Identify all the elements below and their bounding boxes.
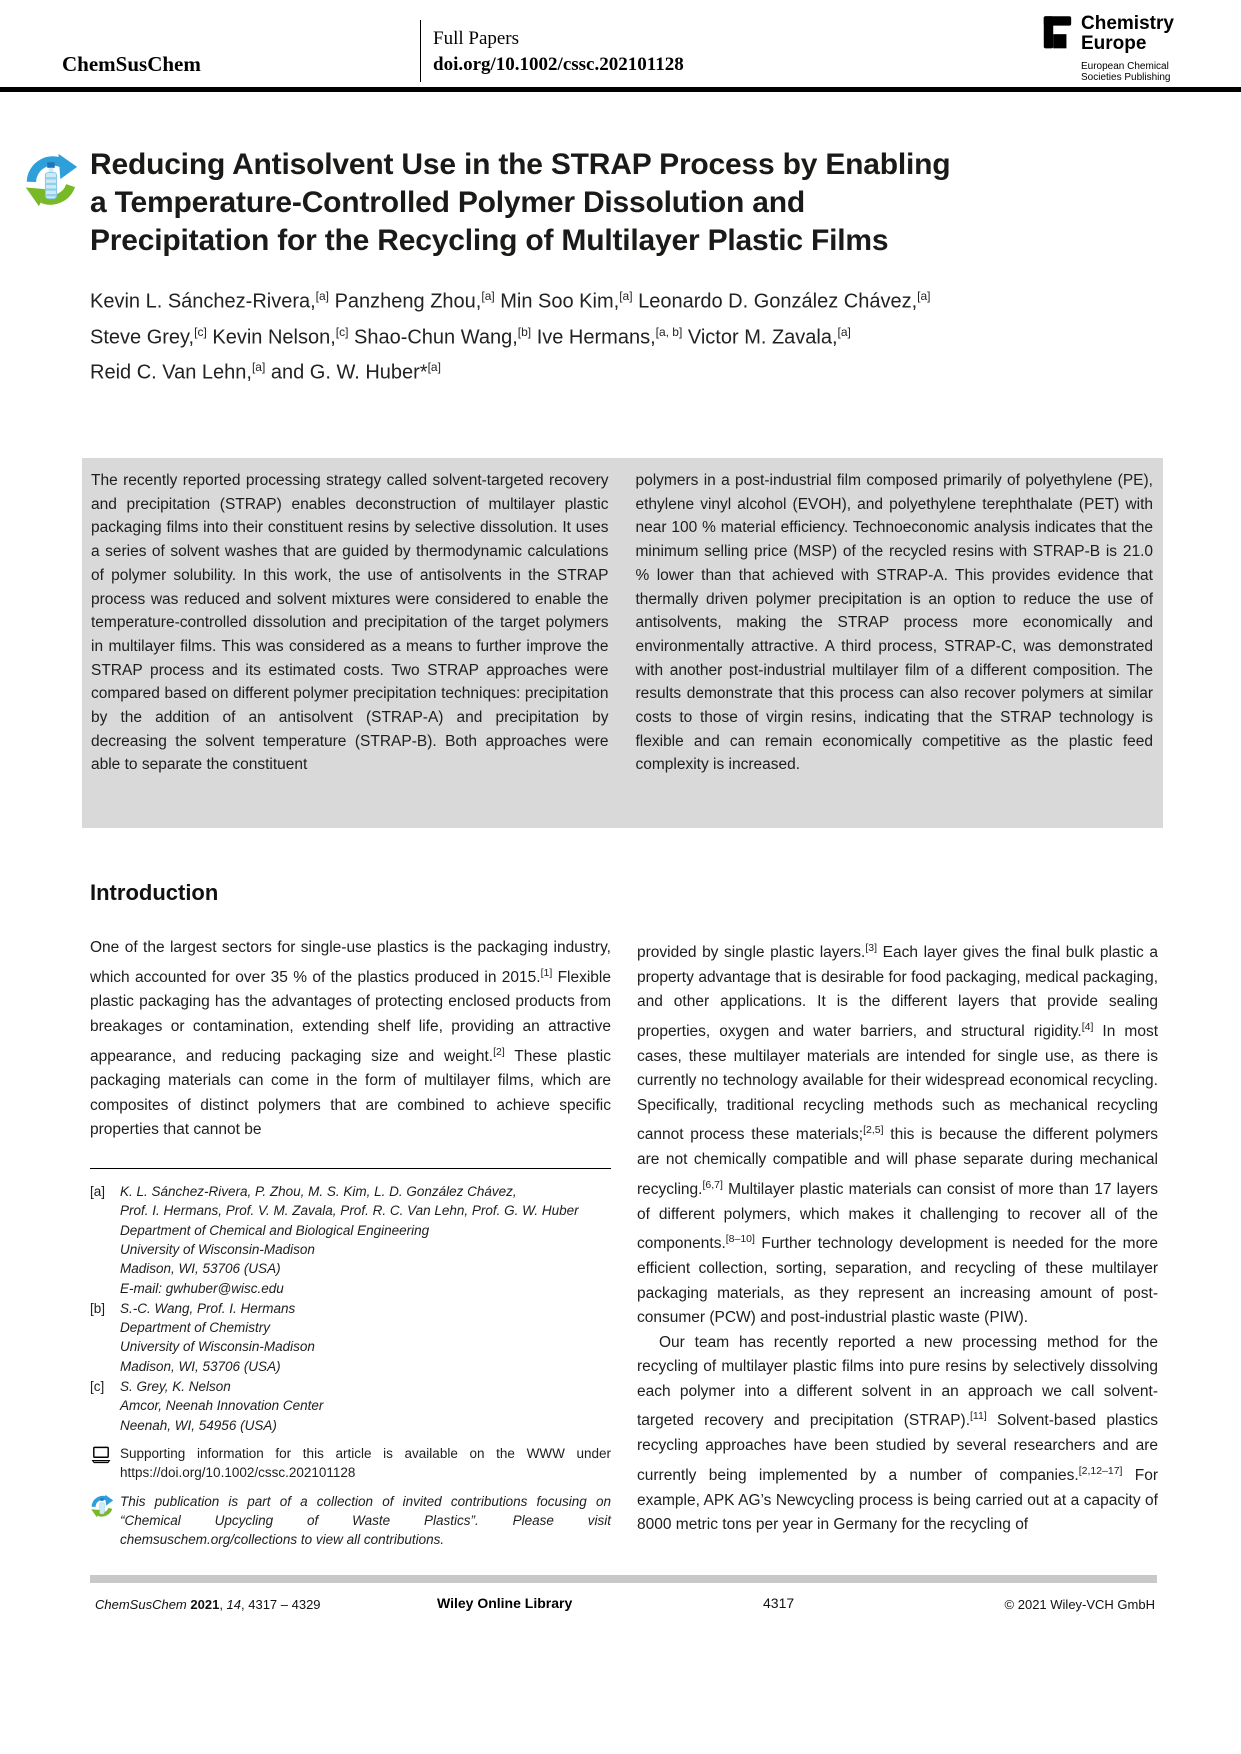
author-list: Kevin L. Sánchez-Rivera,[a] Panzheng Zhou,[a] Min Soo Kim,[a] Leonardo D. González Chávez,[a] Steve Grey,[c] Kevin Nelson,[c] Shao-Chun Wang,[b] Ive Hermans,[a, b] Victor M. Zavala,[a] Reid C. Van Lehn,[a] and G. W. Huber*[a] bbox=[90, 289, 931, 384]
publisher-name: Chemistry Europe bbox=[1081, 13, 1174, 54]
collection-note bbox=[90, 1492, 611, 1550]
abstract bbox=[82, 458, 1163, 828]
footnote-label: [a] bbox=[90, 1184, 106, 1200]
footnote-body: K. L. Sánchez-Rivera, P. Zhou, M. S. Kim, L. D. González Chávez, Prof. I. Hermans, Prof. V. M. Zavala, Prof. R. C. Van Lehn, Prof. G. W. Huber Department of Chemical and Biological Engineering University of Wisconsin-Madison Madison, WI, 53706 (USA) E-mail: gwhuber@wisc.edu bbox=[120, 1184, 579, 1296]
footnote-body: S. Grey, K. Nelson Amcor, Neenah Innovation Center Neenah, WI, 54956 (USA) bbox=[120, 1379, 324, 1433]
doi-link[interactable]: doi.org/10.1002/cssc.202101128 bbox=[433, 54, 684, 75]
body-column-left bbox=[90, 936, 611, 1549]
footnote-divider bbox=[90, 1168, 611, 1169]
body-column-right bbox=[637, 936, 1158, 1538]
abstract-column-left: The recently reported processing strategy called solvent-targeted recovery and precipitation (STRAP) enables deconstruction of multilayer plastic packaging films into their constituent resins by selective dissolution. It uses a series of solvent washes that are guided by thermodynamic calculations of polymer solubility. In this work, the use of antisolvents in the STRAP process was reduced and solvent mixtures were considered to enable the temperature-controlled dissolution and precipitation of the target polymers in multilayer films. This was considered as a means to further improve the STRAP process and its estimated costs. Two STRAP approaches were compared based on different polymer precipitation techniques: precipitation by the addition of an antisolvent (STRAP-A) and precipitation by decreasing the solvent temperature (STRAP-B). Both approaches were able to separate the constituent bbox=[91, 472, 609, 774]
footer-page-number: 4317 bbox=[763, 1595, 795, 1611]
supporting-info-text[interactable]: Supporting information for this article is available on the WWW under https://doi.org/10.1002/cssc.202101128 bbox=[120, 1445, 611, 1481]
footnote-label: [c] bbox=[90, 1379, 105, 1395]
abstract-column-right: polymers in a post-industrial film composed primarily of polyethylene (PE), ethylene vinyl alcohol (EVOH), and polyethylene terephthalate (PET) with near 100 % material efficiency. Technoeconomic analysis indicates that the minimum selling price (MSP) of the recycled resins with STRAP-B is 21.0 % lower than that achieved with STRAP-A. This provides evidence that thermally driven polymer precipitation is an option to reduce the use of antisolvents, making the STRAP process more economically and environmentally attractive. A third process, STRAP-C, was demonstrated with another post-industrial multilayer film of a different composition. The results demonstrate that this process can also recover polymers at similar costs to those of virgin resins, indicating that the STRAP technology is flexible and can remain economically competitive as the plastic feed complexity is increased. bbox=[635, 472, 1153, 774]
chemistry-europe-logo-icon bbox=[1040, 14, 1074, 83]
article-type-label: Full Papers bbox=[433, 28, 520, 49]
footnote-label: [b] bbox=[90, 1300, 106, 1316]
footnotes bbox=[90, 1182, 611, 1549]
footnote-b bbox=[90, 1299, 611, 1376]
collection-note-text: This publication is part of a collection of invited contributions focusing on “Chemical Upcycling of Waste Plastics”. Please visit chemsuschem.org/collections to view all contributions. bbox=[120, 1493, 611, 1548]
footer-citation: ChemSusChem 2021, 14, 4317 – 4329 bbox=[95, 1597, 321, 1612]
footnote-c bbox=[90, 1377, 611, 1435]
publisher-subtitle: European Chemical Societies Publishing bbox=[1081, 61, 1171, 83]
recycle-bottle-icon-small bbox=[90, 1492, 120, 1550]
section-heading-introduction: Introduction bbox=[90, 880, 219, 905]
chemistry-europe-logo bbox=[1040, 14, 1174, 83]
laptop-icon bbox=[90, 1444, 120, 1483]
footnote-a bbox=[90, 1182, 611, 1298]
footer-divider bbox=[90, 1575, 1157, 1583]
intro-paragraph-1: One of the largest sectors for single-use plastics is the packaging industry, which accounted for over 35 % of the plastics produced in 2015.[1] Flexible plastic packaging has the advantages of protecting enclosed products from breakages or contamination, extending shelf life, providing an attractive appearance, and reducing packaging size and weight.[2] These plastic packaging materials can come in the form of multilayer films, which are composites of distinct polymers that are combined to achieve specific properties that cannot be bbox=[90, 939, 611, 1139]
supporting-info-note bbox=[90, 1444, 611, 1483]
intro-paragraph-2: provided by single plastic layers.[3] Each layer gives the final bulk plastic a property advantage that is desirable for food packaging, medical packaging, and other applications. It is the different layers that provide sealing properties, oxygen and water barriers, and structural rigidity.[4] In most cases, these multilayer materials are intended for single use, as there is currently no technology available for their widespread economical recycling. Specifically, traditional recycling methods such as mechanical recycling cannot process these materials;[2,5] this is because the different polymers are not chemically compatible and will phase separate during mechanical recycling.[6,7] Multilayer plastic materials can consist of more than 17 layers of different polymers, which makes it challenging to recover all of the components.[8–10] Further technology development is needed for the more efficient collection, sorting, separation, and recycling of these multilayer packaging materials, as they represent an increasing amount of post-consumer (PCW) and post-industrial plastic waste (PIW). bbox=[637, 942, 1159, 1327]
footnote-body: S.-C. Wang, Prof. I. Hermans Department of Chemistry University of Wisconsin-Madison Madison, WI, 53706 (USA) bbox=[120, 1300, 315, 1374]
journal-name: ChemSusChem bbox=[62, 52, 201, 76]
header-rule bbox=[0, 87, 1241, 92]
header-divider bbox=[420, 20, 421, 82]
footer-library: Wiley Online Library bbox=[437, 1595, 573, 1611]
intro-paragraph-3: Our team has recently reported a new processing method for the recycling of multilayer plastic films into pure resins by selectively dissolving each polymer into a different solvent in an approach we call solvent-targeted recovery and precipitation (STRAP).[11] Solvent-based plastics recycling approaches have been studied by several researchers and are currently being implemented by a number of companies.[2,12–17] For example, APK AG’s Newcycling process is being carried out at a capacity of 8000 metric tons per year in Germany for the recycling of bbox=[637, 1333, 1159, 1534]
article-title: Reducing Antisolvent Use in the STRAP Process by Enabling a Temperature-Controlled Polymer Dissolution and Precipitation for the Recycling of Multilayer Plastic Films bbox=[90, 148, 951, 257]
recycle-bottle-icon bbox=[23, 152, 79, 213]
footer-copyright: © 2021 Wiley-VCH GmbH bbox=[1004, 1597, 1155, 1612]
